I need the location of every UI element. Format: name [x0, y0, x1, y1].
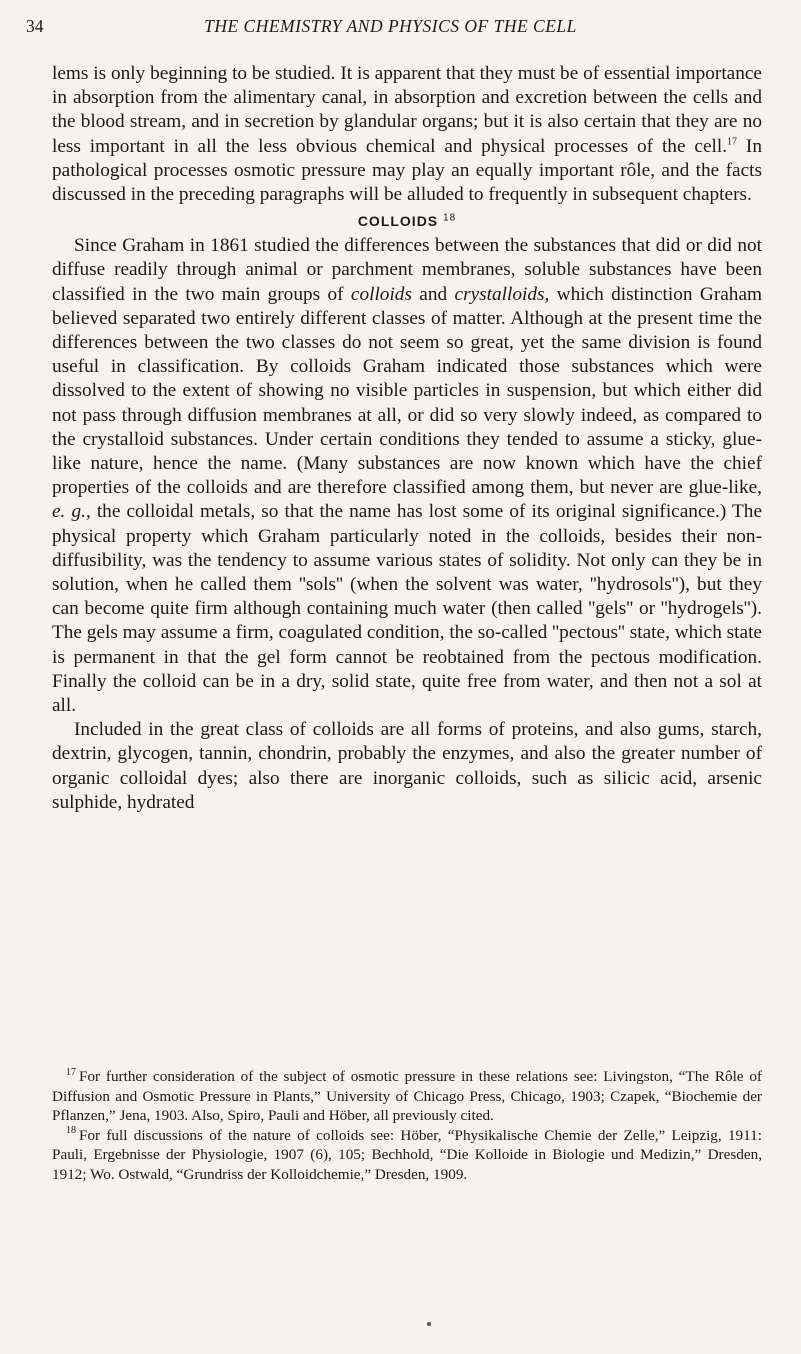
- paragraph-text: Since Graham in 1861 studied the differences between the substances that did or did not diffuse readily through animal or parchment membranes, soluble substances have been classified in the two main groups of: [52, 235, 762, 305]
- footnote-18: [52, 1126, 762, 1185]
- footnote-number: 17: [66, 1066, 76, 1078]
- footnote-ref-17: 17: [727, 136, 738, 148]
- paragraph-included: [52, 718, 762, 815]
- running-head: THE CHEMISTRY AND PHYSICS OF THE CELL: [204, 16, 577, 36]
- page-number: 34: [26, 16, 44, 36]
- section-heading-colloids: [52, 210, 762, 232]
- paragraph-graham: [52, 234, 762, 718]
- paragraph-continuation: [52, 62, 762, 207]
- emphasis-eg: e. g.,: [52, 501, 91, 523]
- paragraph-text: and: [411, 283, 455, 305]
- paragraph-text: which distinction Graham believed separated two entirely different classes of matter. Although at the present time the differences between the two classes do not seem so great, yet the same division is found useful in classification. By colloids Graham indicated those substances which were dissolved to the extent of showing no visible particles in suspension, but which either did not pass through diffusion membranes at all, or did so very slowly indeed, as compared to the crystalloid substances. Under certain conditions they tended to assume a sticky, glue-like nature, hence the name. (Many substances are now known which have the chief properties of the colloids and are therefore classified among them, but never are glue-like,: [52, 283, 763, 499]
- stray-mark: [427, 1322, 431, 1326]
- footnote-number: 18: [66, 1125, 76, 1137]
- paragraph-text: the colloidal metals, so that the name has lost some of its original significance.) The physical property which Graham particularly noted in the colloids, besides their non-diffusibility, was the tendency to assume various states of solidity. Not only can they be in solution, when he called them ''sols'' (when the solvent was water, ''hydrosols''), but they can become quite firm although containing much water (then called ''gels'' or ''hydrogels''). The gels may assume a firm, coagulated condition, the so-called ''pectous'' state, which state is permanent in that the gel form cannot be reobtained from the pectous modification. Finally the colloid can be in a dry, solid state, quite free from water, and then not a sol at all.: [52, 501, 763, 717]
- footnote-17: [52, 1067, 762, 1126]
- footnote-text: For full discussions of the nature of colloids see: Höber, “Physikalische Chemie der Zelle,” Leipzig, 1911: Pauli, Ergebnisse der Physiologie, 1907 (6), 105; Bechhold, “Die Kolloide in Biologie und Medizin,” Dresden, 1912; Wo. Ostwald, “Grundriss der Kolloidchemie,” Dresden, 1909.: [52, 1126, 762, 1183]
- body-text: [52, 62, 762, 815]
- footnotes: [52, 1067, 762, 1184]
- emphasis-crystalloids: crystalloids,: [454, 283, 550, 305]
- section-title: COLLOIDS: [357, 213, 439, 230]
- footnote-ref-18: 18: [443, 212, 457, 224]
- paragraph-text: Included in the great class of colloids are all forms of proteins, and also gums, starch, dextrin, glycogen, tannin, chondrin, probably the enzymes, and also the greater number of organic colloidal dyes; also there are inorganic colloids, such as silicic acid, arsenic sulphide, hydrated: [52, 719, 762, 813]
- paragraph-text: lems is only beginning to be studied. It is apparent that they must be of essential importance in absorption from the alimentary canal, in absorption and excretion between the cells and the blood stream, and in secretion by glandular organs; but it is also certain that they are no less important in all the less obvious chemical and physical processes of the cell.: [52, 63, 762, 157]
- footnote-text: For further consideration of the subject of osmotic pressure in these relations see: Livingston, “The Rôle of Diffusion and Osmotic Pressure in Plants,” University of Chicago Press, Chicago, 1903; Czapek, “Biochemie der Pflanzen,” Jena, 1903. Also, Spiro, Pauli and Höber, all previously cited.: [52, 1068, 762, 1124]
- page-header: [26, 16, 755, 42]
- paragraph-text: In pathological processes osmotic pressure may play an equally important rôle, and the facts discussed in the preceding paragraphs will be alluded to frequently in subsequent chapters.: [52, 135, 762, 206]
- emphasis-colloids: colloids: [350, 283, 412, 305]
